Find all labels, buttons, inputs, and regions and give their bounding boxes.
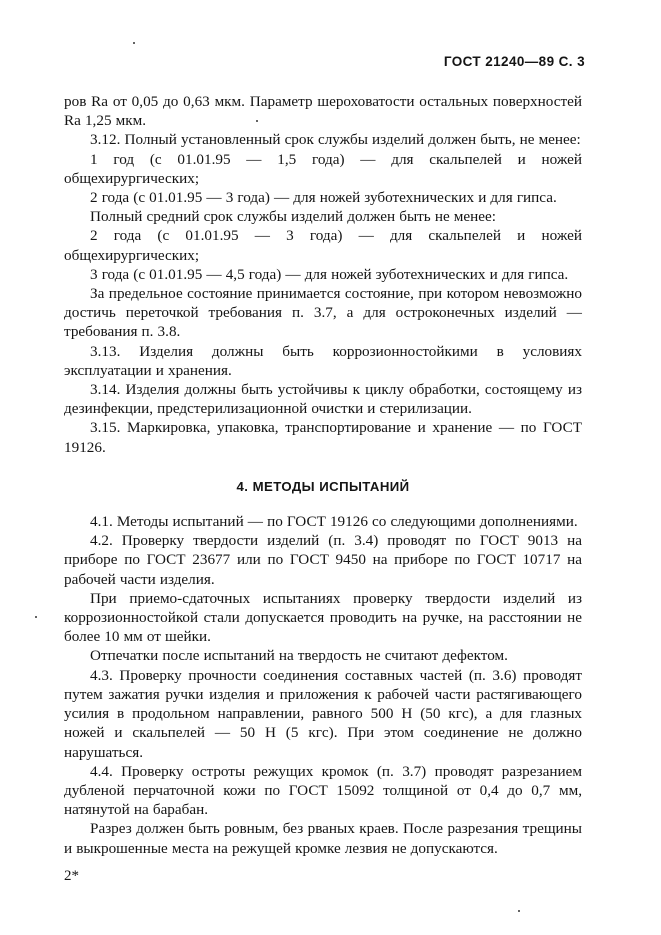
scan-speck — [256, 120, 258, 122]
paragraph-4-3: 4.3. Проверку прочности соединения составных частей (п. 3.6) проводят путем зажатия ручки изделия и приложения к рабочей части растягивающего усилия в продольном направлении, равного 500 Н (50 кгс), а для глазных ножей и скальпелей — 50 Н (5 кгс). При этом соединение не должно нарушаться. — [64, 666, 582, 761]
paragraph-4-4: 4.4. Проверку остроты режущих кромок (п. 3.7) проводят разрезанием дубленой перчаточной кожи по ГОСТ 15092 толщиной от 0,4 до 0,7 мм, натянутой на барабан. — [64, 762, 582, 819]
paragraph-4-2: 4.2. Проверку твердости изделий (п. 3.4) проводят по ГОСТ 9013 на приборе по ГОСТ 23677 или по ГОСТ 9450 на приборе по ГОСТ 10717 на рабочей части изделия. — [64, 532, 582, 588]
paragraph-acceptance-tests: При приемо-сдаточных испытаниях проверку твердости изделий из коррозионностойкой стали допускается проводить на ручке, на расстоянии не более 10 мм от шейки. — [64, 589, 582, 646]
page-body — [64, 92, 582, 858]
section-title-test-methods: 4. МЕТОДЫ ИСПЫТАНИЙ — [236, 478, 410, 494]
scan-speck — [35, 616, 37, 618]
paragraph-mean-life-intro: Полный средний срок службы изделий должен быть не менее: — [90, 208, 496, 226]
paragraph-4-1: 4.1. Методы испытаний — по ГОСТ 19126 со следующими дополнениями. — [90, 513, 578, 531]
paragraph-3-14: 3.14. Изделия должны быть устойчивы к циклу обработки, состоящему из дезинфекции, предстерилизационной очистки и стерилизации. — [64, 381, 582, 418]
paragraph-3-15: 3.15. Маркировка, упаковка, транспортирование и хранение — по ГОСТ 19126. — [64, 419, 582, 456]
paragraph-surface-roughness: ров Ra от 0,05 до 0,63 мкм. Параметр шероховатости остальных поверхностей Ra 1,25 мкм. — [64, 93, 582, 130]
paragraph-mean-life-1: 2 года (с 01.01.95 — 3 года) — для скальпелей и ножей общехирургических; — [64, 227, 582, 264]
paragraph-3-13: 3.13. Изделия должны быть коррозионностойкими в условиях эксплуатации и хранения. — [64, 342, 582, 379]
page-footer-mark: 2* — [64, 868, 79, 884]
paragraph-3-12: 3.12. Полный установленный срок службы изделий должен быть, не менее: — [90, 131, 581, 149]
paragraph-service-life-2: 2 года (с 01.01.95 — 3 года) — для ножей зуботехнических и для гипса. — [90, 189, 557, 207]
paragraph-limit-state: За предельное состояние принимается состояние, при котором невозможно достичь переточкой требования п. 3.7, а для остроконечных изделий — требования п. 3.8. — [64, 285, 582, 341]
paragraph-mean-life-2: 3 года (с 01.01.95 — 4,5 года) — для ножей зуботехнических и для гипса. — [90, 265, 569, 283]
page-header: ГОСТ 21240—89 С. 3 — [443, 54, 585, 69]
paragraph-imprints: Отпечатки после испытаний на твердость не считают дефектом. — [90, 647, 508, 665]
scan-speck — [518, 910, 520, 912]
scan-speck — [133, 42, 135, 44]
paragraph-cut-requirements: Разрез должен быть ровным, без рваных краев. После разрезания трещины и выкрошенные места на режущей кромке лезвия не допускаются. — [64, 820, 582, 857]
paragraph-service-life-1: 1 год (с 01.01.95 — 1,5 года) — для скальпелей и ножей общехирургических; — [64, 150, 582, 187]
